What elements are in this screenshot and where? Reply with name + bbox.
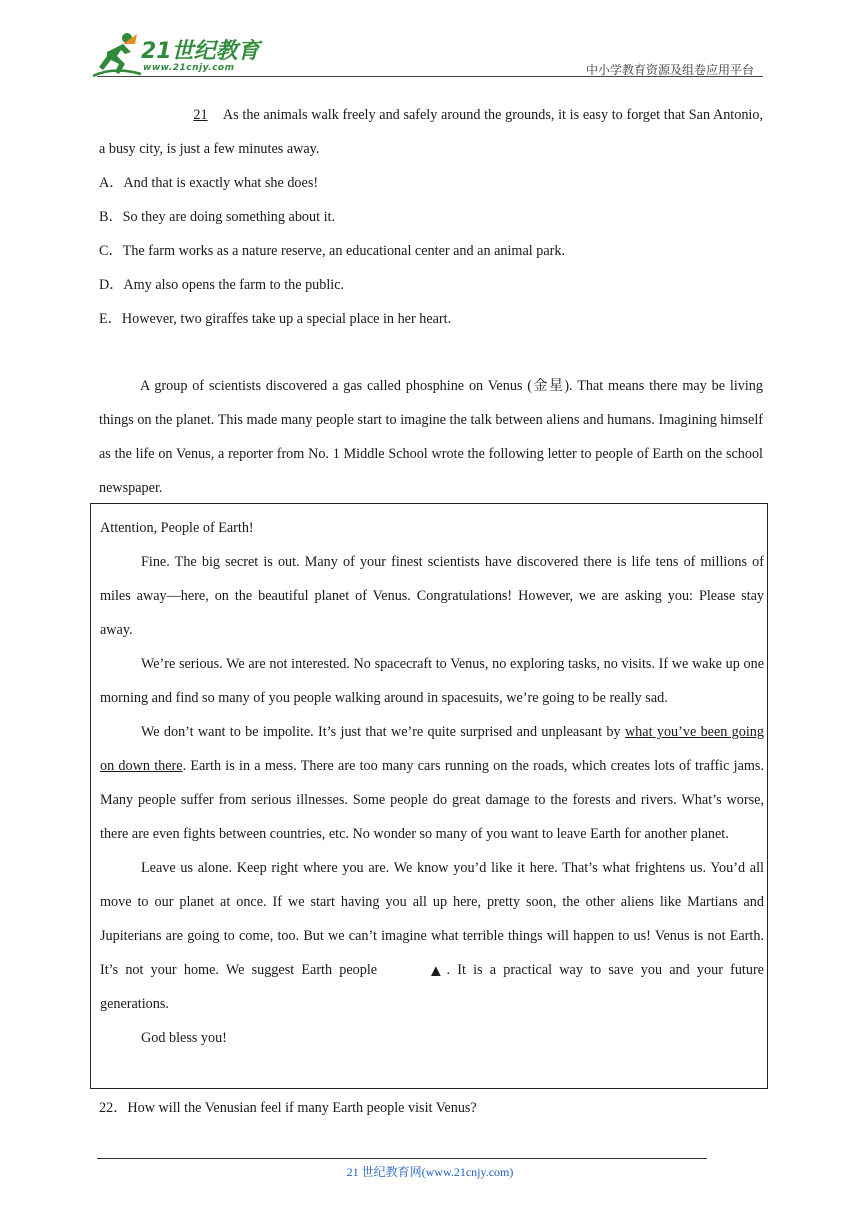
triangle-blank: ▲ [431, 963, 441, 977]
letter-greeting: Attention, People of Earth! [100, 520, 254, 536]
p3-start: We don’t want to be impolite. It’s just that we’re quite surprised and unpleasant by [141, 724, 625, 740]
option-d: D．Amy also opens the farm to the public. [99, 277, 345, 293]
letter-paragraph-1: Fine. The big secret is out. Many of your finest scientists have discovered there is life tens of millions of miles away—here, on the beautiful planet of Venus. Congratulations! However, we are asking you: Please stay away. [100, 554, 764, 638]
passage-two-intro: A group of scientists discovered a gas called phosphine on Venus (金星). That means there may be living things on the planet. This made many people start to imagine the talk between aliens and humans. Imagining himself as the life on Venus, a reporter from No. 1 Middle School wrote the following letter to people of Earth on the school newspaper. [99, 378, 763, 496]
p4-start: Leave us alone. Keep right where you are. We know you’d like it here. That’s what frightens us. You’d all move to our planet at once. If we start having you all up here, pretty soon, the other aliens like Martians and Jupiterians are going to come, too. But we can’t imagine what terrible things will happen to us! Venus is not Earth. It’s not your home. We suggest Earth people [100, 860, 764, 978]
letter-paragraph-4 [100, 851, 764, 1021]
platform-name: 中小学教育资源及组卷应用平台 [585, 63, 754, 77]
footer-divider [97, 1158, 707, 1159]
option-c: C．The farm works as a nature reserve, an educational center and an animal park. [99, 243, 566, 259]
logo-title: 21世纪教育 [141, 39, 260, 64]
underlined-phrase: what you’ve been going on down there [100, 724, 764, 774]
blank-21: 21 [193, 107, 208, 123]
site-logo [93, 30, 263, 78]
page-header [0, 0, 860, 80]
question-22: 22．How will the Venusian feel if many Earth people visit Venus? [99, 1100, 477, 1116]
blank-line-text: As the animals walk freely and safely around the grounds, it is easy to forget that San Antonio, a busy city, is just a few minutes away. [99, 107, 763, 157]
p4-end: . It is a practical way to save you and your future generations. [100, 962, 764, 1012]
option-a: A．And that is exactly what she does! [99, 175, 319, 191]
letter-paragraph-3 [100, 715, 764, 851]
p3-end: . Earth is in a mess. There are too many cars running on the roads, which creates lots of traffic jams. Many people suffer from serious illnesses. Some people do great damage to the forests and rivers. What’s worse, there are even fights between countries, etc. No wonder so many of you want to leave Earth for another planet. [100, 758, 765, 842]
runner-logo-icon [93, 30, 143, 78]
logo-url: www.21cnjy.com [143, 63, 235, 73]
section-gap [99, 336, 763, 369]
option-e: E．However, two giraffes take up a special place in her heart. [99, 311, 452, 327]
blank-line [99, 98, 763, 166]
header-divider [97, 76, 763, 77]
letter-box [90, 503, 768, 1089]
letter-paragraph-2: We’re serious. We are not interested. No spacecraft to Venus, no exploring tasks, no visits. If we wake up one morning and find so many of you people walking around in spacesuits, we’re going to be really sad. [100, 656, 764, 706]
footer-link[interactable]: 21 世纪教育网(www.21cnjy.com) [346, 1165, 514, 1179]
option-b: B．So they are doing something about it. [99, 209, 336, 225]
passage-one [99, 98, 763, 505]
letter-closing: God bless you! [141, 1030, 227, 1046]
